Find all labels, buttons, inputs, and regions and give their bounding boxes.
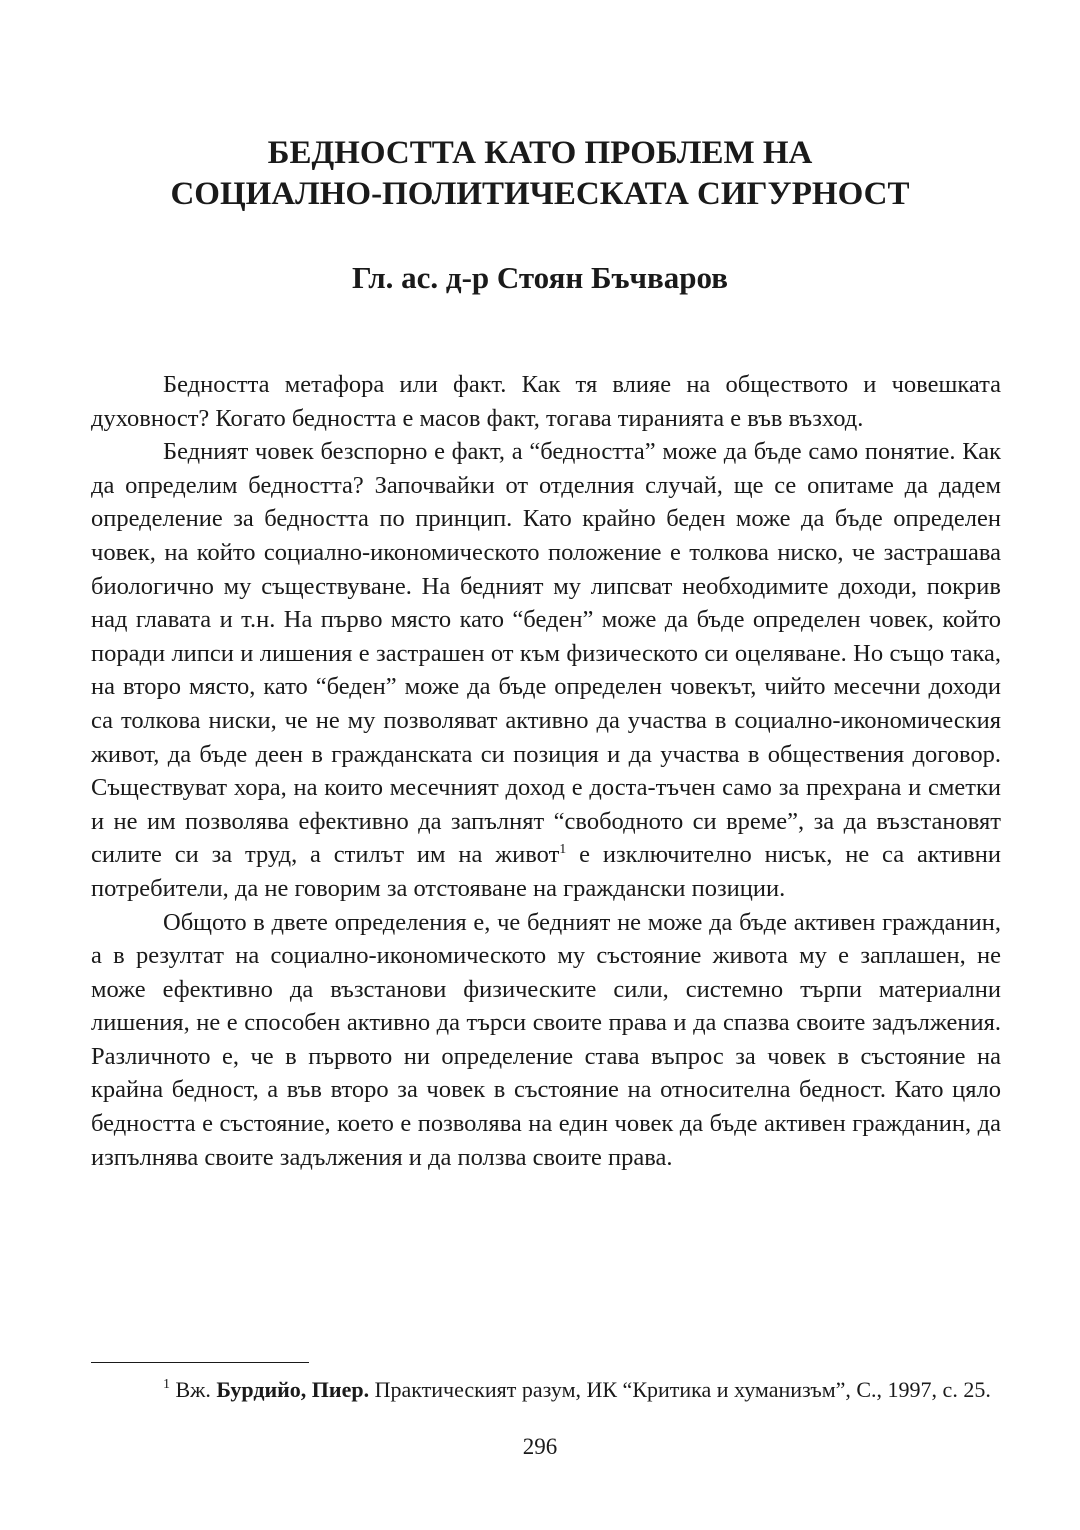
paragraph-3: Общото в двете определения е, че бедният не може да бъде активен гражданин, а в резултат на социално-икономическото му състояние живота му е заплашен, не може ефективно да възстанови физическите сили, системно търпи материални лишения, не е способен активно да търси своите права и да спазва своите задължения. Различното е, че в първото ни определение става въпрос за човек в състояние на крайна бедност, а във второ за човек в състояние на относителна бедност. Като цяло бедността е състояние, което е позволява на един човек да бъде активен гражданин, да изпълнява своите задължения и да ползва своите права. — [91, 908, 1001, 1171]
paragraph-2 — [91, 435, 1001, 905]
footnote — [91, 1375, 1001, 1405]
paragraph-2-text-before: Бедният човек безспорно е факт, а “бедността” може да бъде само понятие. Как да определим бедността? Започвайки от отделния случай, ще се опитаме да дадем определение за бедността по принцип. Като крайно беден може да бъде определен човек, на който социално-икономическото положение е толкова ниско, че застрашава биологично му съществуване. На бедният му липсват необходимите доходи, покрив над главата и т.н. На първо място като “беден” може да бъде определен човек, който поради липси и лишения е застрашен от към физическото си оцеляване. Но също така, на второ място, като “беден” може да бъде определен човекът, чийто месечни доходи са толкова ниски, че не му позволяват активно да участва в социално-икономическия живот, да бъде деен в гражданската си позиция и да участва в обществения договор. Съществуват хора, на които месечният доход е доста-тъчен само за прехрана и сметки и не им позволява ефективно да запълнят “свободното си време”, за да възстановят силите си за труд, а стилът им на живот — [91, 438, 1001, 869]
article-title — [0, 133, 1080, 215]
footnote-author: Бурдийо, Пиер. — [216, 1377, 370, 1402]
title-line-1: БЕДНОСТТА КАТО ПРОБЛЕМ НА — [267, 135, 813, 171]
footnote-mark: 1 — [163, 1377, 170, 1392]
author-byline: Гл. ас. д-р Стоян Бъчваров — [352, 260, 728, 295]
footnote-divider — [91, 1362, 309, 1363]
paragraph-1: Бедността метафора или факт. Как тя влияе на обществото и човешката духовност? Когато бедността е масов факт, тогава тиранията е във възход. — [91, 371, 1001, 432]
footnote-prefix: Вж. — [170, 1377, 217, 1402]
title-line-2: СОЦИАЛНО-ПОЛИТИЧЕСКАТА СИГУРНОСТ — [170, 176, 910, 212]
article-body — [91, 368, 1001, 1174]
footnote-reference[interactable]: 1 — [559, 842, 567, 858]
paragraph-2-text-after: е изключително нисък, не са активни потребители, да не говорим за отстояване на граждански позиции. — [91, 841, 1002, 902]
footnote-entry — [91, 1375, 1001, 1405]
page-number: 296 — [522, 1434, 558, 1459]
footnote-text: Практическият разум, ИК “Критика и хуманизъм”, С., 1997, с. 25. — [369, 1377, 991, 1402]
